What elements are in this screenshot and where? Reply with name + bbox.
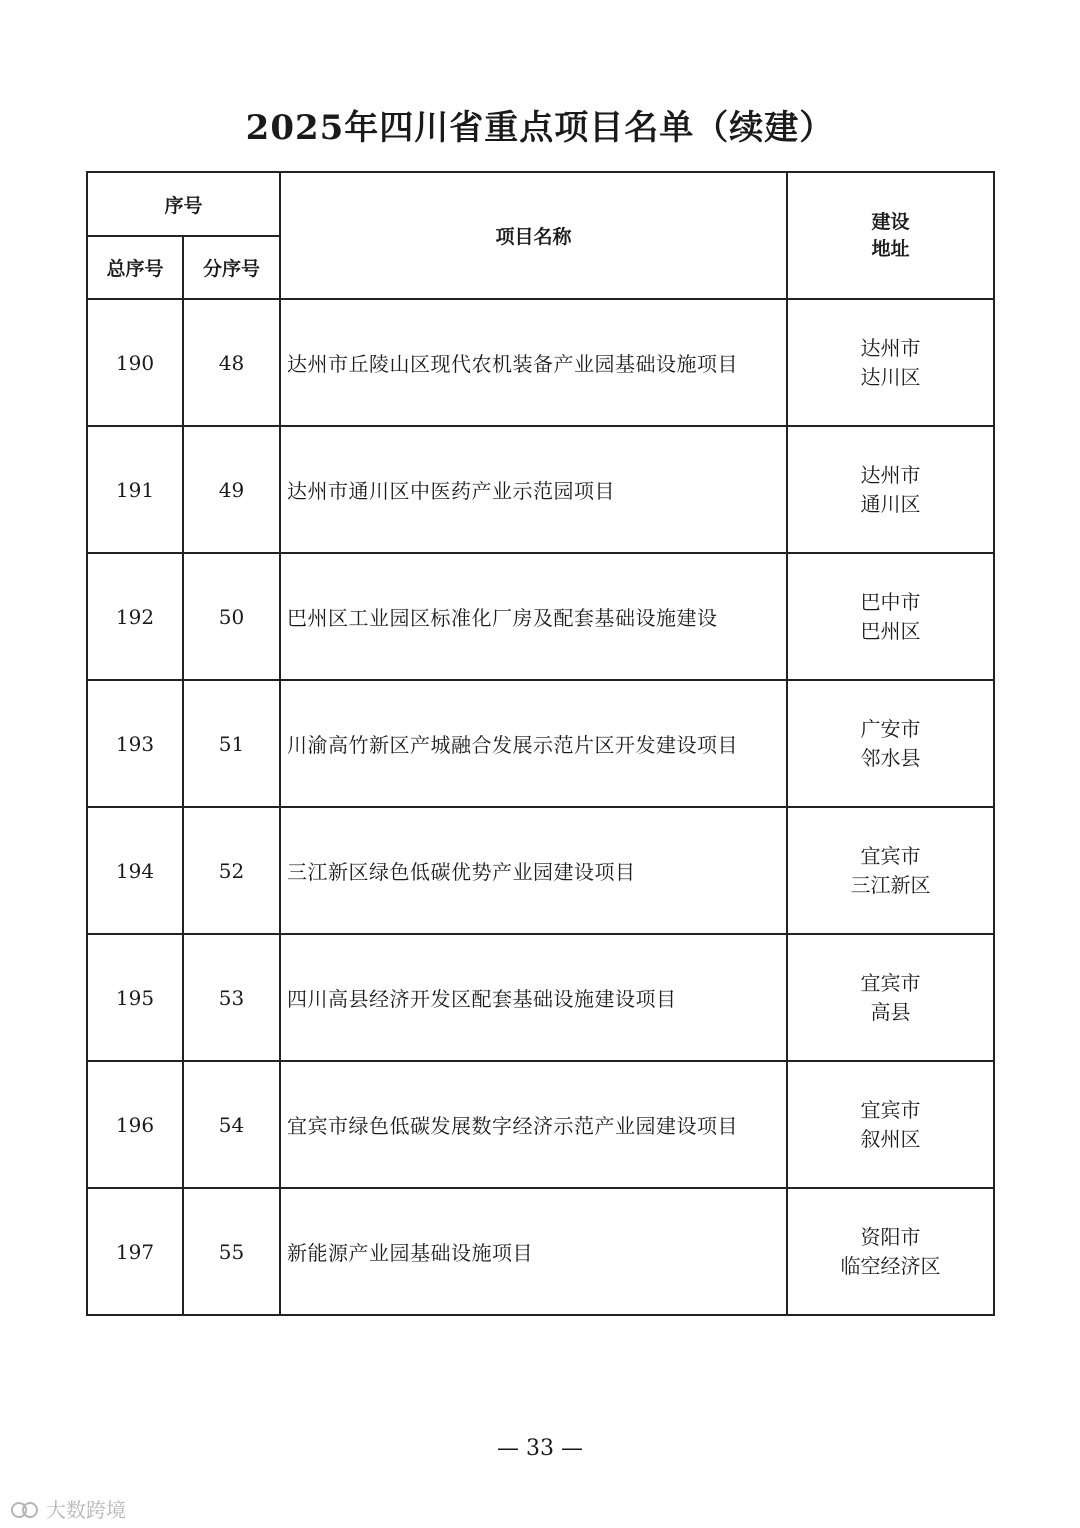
table-row (87, 1188, 994, 1315)
header-total-seq: 总序号 (87, 236, 183, 299)
sub-seq-cell: 54 (183, 1061, 280, 1188)
table-row (87, 934, 994, 1061)
sub-seq-cell: 50 (183, 553, 280, 680)
location-district: 叙州区 (860, 1126, 921, 1151)
location-cell (787, 1188, 994, 1315)
location-district: 邻水县 (860, 745, 921, 770)
table-row (87, 680, 994, 807)
sub-seq-cell: 48 (183, 299, 280, 426)
sub-seq-cell: 51 (183, 680, 280, 807)
watermark-text: 大数跨境 (46, 1498, 126, 1522)
table-row (87, 553, 994, 680)
location-city: 达州市 (860, 462, 921, 487)
location-cell (787, 1061, 994, 1188)
project-name-cell: 达州市丘陵山区现代农机装备产业园基础设施项目 (280, 299, 787, 426)
location-city: 资阳市 (860, 1224, 921, 1249)
project-name-cell: 四川高县经济开发区配套基础设施建设项目 (280, 934, 787, 1061)
table-row (87, 426, 994, 553)
location-city: 宜宾市 (860, 970, 921, 995)
page-number: — 33 — (497, 1436, 583, 1461)
header-row-1 (87, 172, 994, 236)
header-location (787, 172, 994, 299)
location-district: 通川区 (860, 491, 921, 516)
header-seq: 序号 (87, 172, 280, 236)
location-cell (787, 299, 994, 426)
location-city: 宜宾市 (860, 843, 921, 868)
sub-seq-cell: 55 (183, 1188, 280, 1315)
table-row (87, 1061, 994, 1188)
header-location-line2: 地址 (871, 237, 910, 260)
location-cell (787, 807, 994, 934)
sub-seq-cell: 53 (183, 934, 280, 1061)
project-name-cell: 达州市通川区中医药产业示范园项目 (280, 426, 787, 553)
location-city: 巴中市 (860, 589, 921, 614)
location-cell (787, 553, 994, 680)
project-name-cell: 巴州区工业园区标准化厂房及配套基础设施建设 (280, 553, 787, 680)
project-name-cell: 宜宾市绿色低碳发展数字经济示范产业园建设项目 (280, 1061, 787, 1188)
total-seq-cell: 194 (87, 807, 183, 934)
weibo-logo-icon (10, 1499, 40, 1519)
page-title: 2025年四川省重点项目名单（续建） (245, 108, 835, 148)
location-cell (787, 680, 994, 807)
header-sub-seq: 分序号 (183, 236, 280, 299)
sub-seq-cell: 52 (183, 807, 280, 934)
location-cell (787, 934, 994, 1061)
project-name-cell: 三江新区绿色低碳优势产业园建设项目 (280, 807, 787, 934)
location-city: 达州市 (860, 335, 921, 360)
header-location-line1: 建设 (871, 210, 910, 233)
location-district: 巴州区 (860, 618, 921, 643)
total-seq-cell: 193 (87, 680, 183, 807)
total-seq-cell: 190 (87, 299, 183, 426)
total-seq-cell: 191 (87, 426, 183, 553)
header-project-name: 项目名称 (280, 172, 787, 299)
total-seq-cell: 192 (87, 553, 183, 680)
table-row (87, 807, 994, 934)
location-city: 宜宾市 (860, 1097, 921, 1122)
table-row (87, 299, 994, 426)
project-name-cell: 新能源产业园基础设施项目 (280, 1188, 787, 1315)
location-district: 高县 (870, 999, 911, 1024)
location-district: 三江新区 (850, 872, 931, 897)
total-seq-cell: 196 (87, 1061, 183, 1188)
total-seq-cell: 195 (87, 934, 183, 1061)
watermark (10, 1494, 126, 1523)
location-district: 临空经济区 (840, 1253, 941, 1278)
project-table (86, 171, 995, 1316)
location-cell (787, 426, 994, 553)
sub-seq-cell: 49 (183, 426, 280, 553)
project-name-cell: 川渝高竹新区产城融合发展示范片区开发建设项目 (280, 680, 787, 807)
location-city: 广安市 (860, 716, 921, 741)
location-district: 达川区 (860, 364, 921, 389)
total-seq-cell: 197 (87, 1188, 183, 1315)
